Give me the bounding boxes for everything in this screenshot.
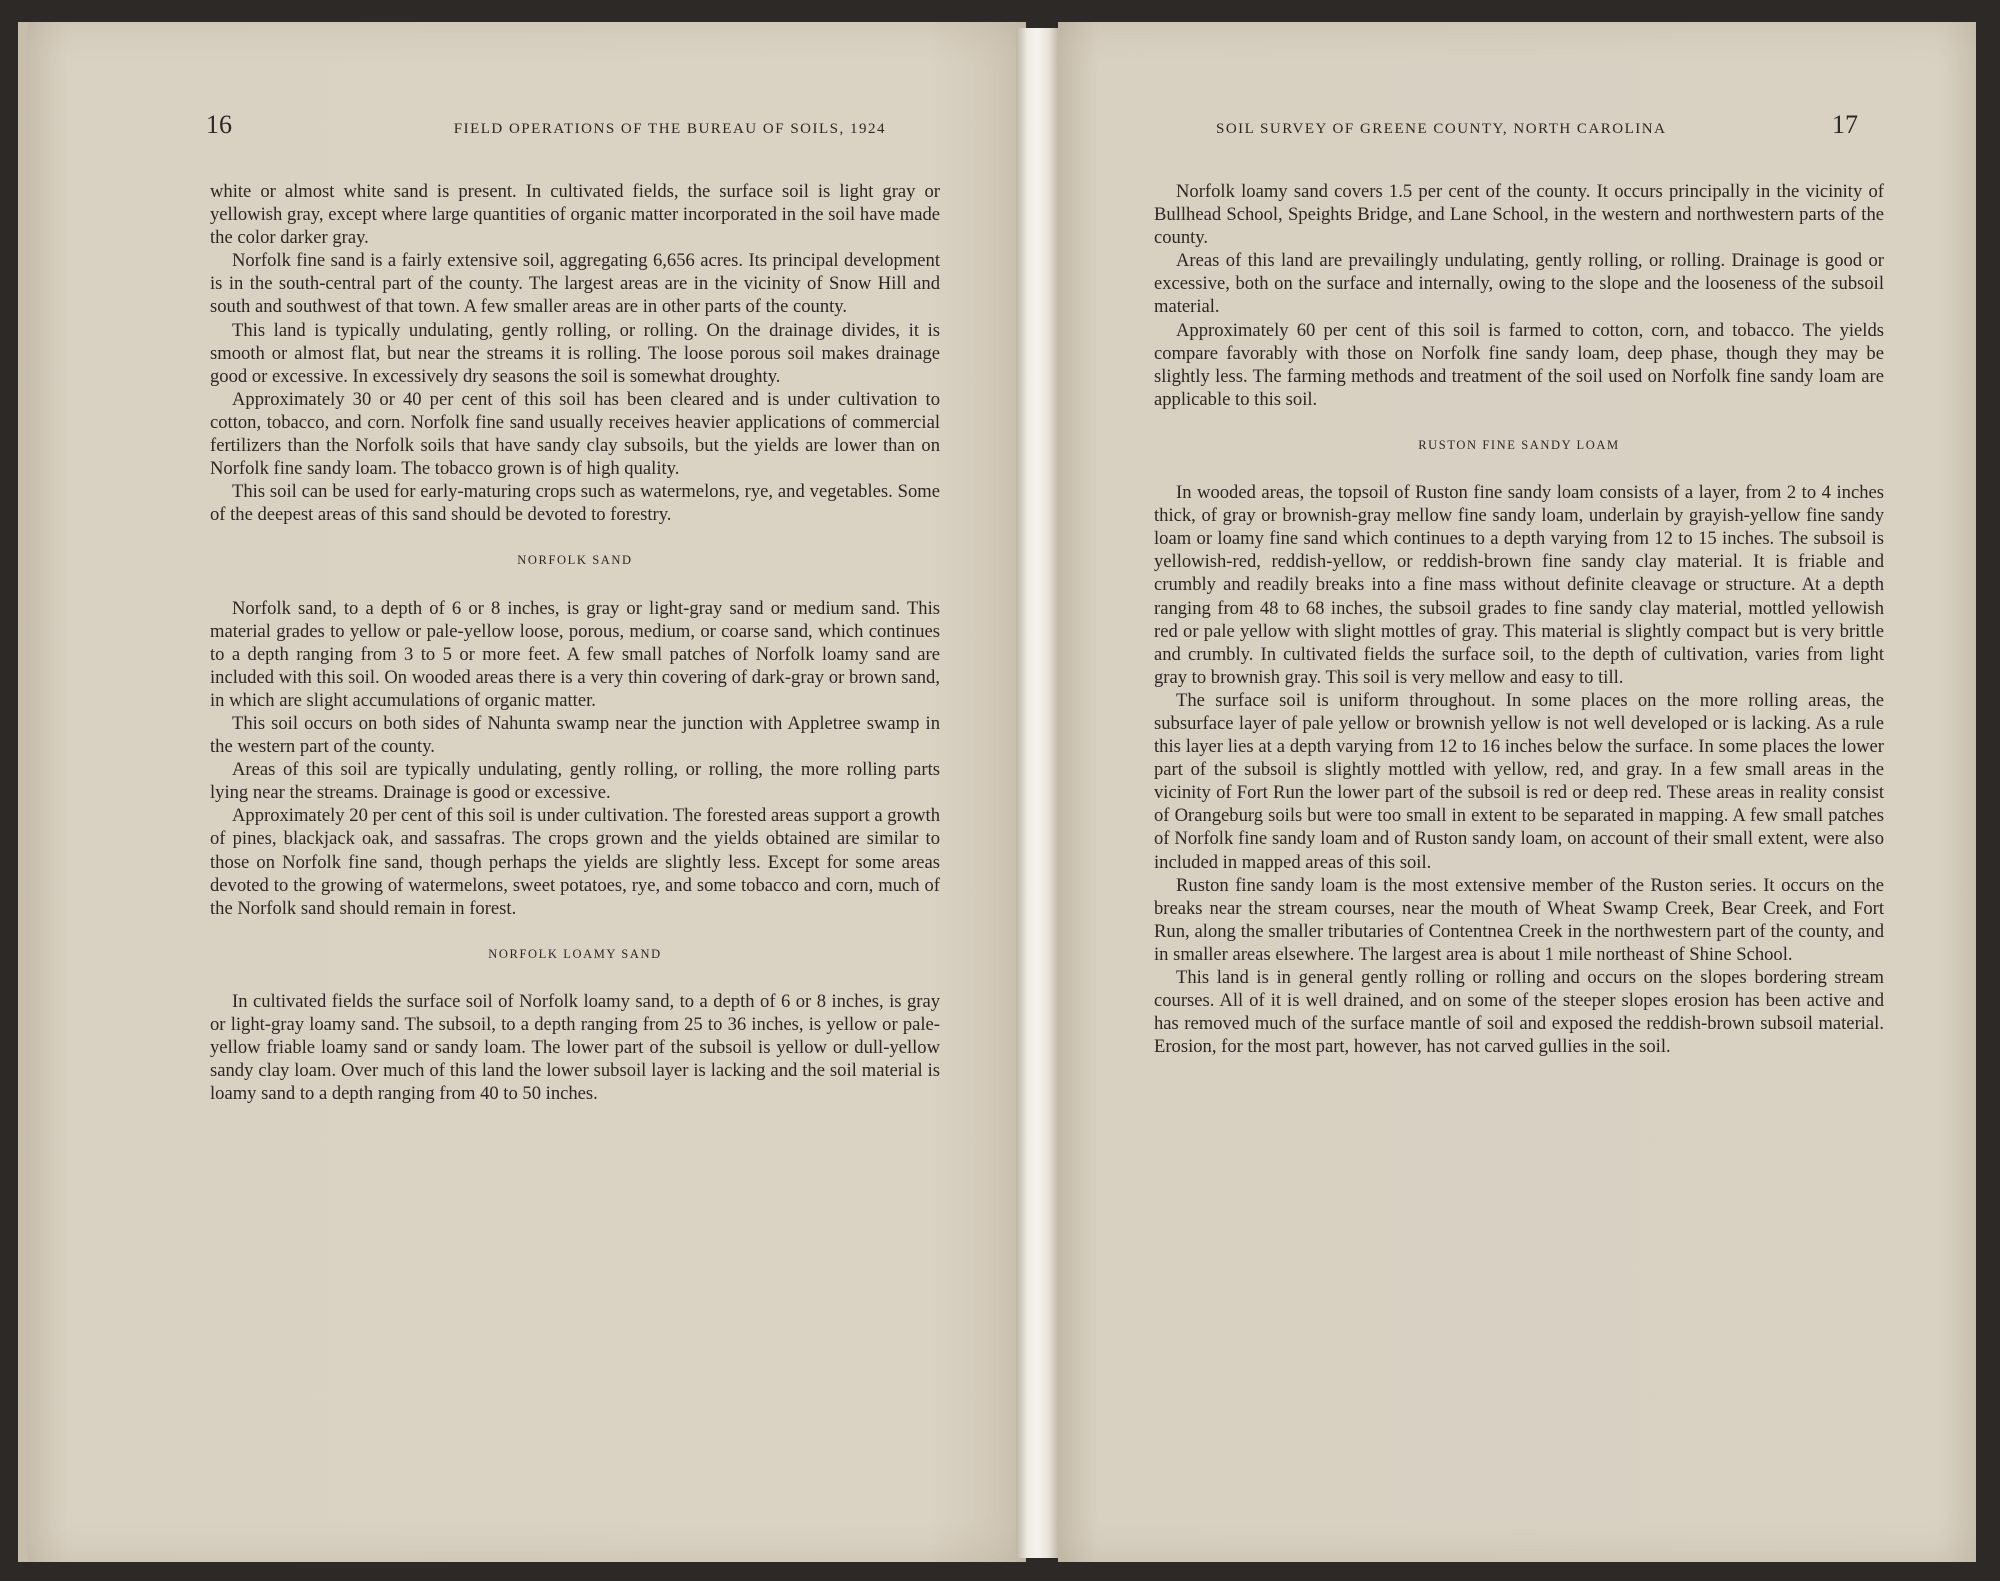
left-running-head — [206, 110, 886, 150]
left-body-text — [210, 180, 940, 1105]
paragraph: In wooded areas, the topsoil of Ruston fine sandy loam consists of a layer, from 2 to 4 inches thick, of gray or brownish-gray mellow fine sandy loam, underlain by grayish-yellow fine sandy loam or loamy fine sand which continues to a depth varying from 12 to 15 inches. The subsoil is yellowish-red, reddish-yellow, or reddish-brown fine sandy clay material. It is friable and crumbly and readily breaks into a fine mass without definite cleavage or structure. At a depth ranging from 48 to 68 inches, the subsoil grades to fine sandy clay material, mottled yellowish red or pale yellow with slight mottles of gray. This material is slightly compact but is very brittle and crumbly. In cultivated fields the surface soil, to the depth of cultivation, varies from light gray to brownish gray. This soil is very mellow and easy to till. — [1154, 482, 1884, 688]
paragraph: In cultivated fields the surface soil of Norfolk loamy sand, to a depth of 6 or 8 inches, is gray or light-gray loamy sand. The subsoil, to a depth ranging from 25 to 36 inches, is yellow or pale-yellow friable loamy sand or sandy loam. The lower part of the subsoil is yellow or dull-yellow sandy clay loam. Over much of this land the lower subsoil layer is lacking and the soil material is loamy sand to a depth ranging from 40 to 50 inches. — [210, 990, 940, 1105]
paragraph: Approximately 30 or 40 per cent of this soil has been cleared and is under cultivation to cotton, tobacco, and corn. Norfolk fine sand usually receives heavier applications of commercial fertilizers than the Norfolk soils that have sandy clay subsoils, but the yields are lower than on Norfolk fine sandy loam. The tobacco grown is of high quality. — [210, 388, 940, 480]
paragraph: This soil occurs on both sides of Nahunta swamp near the junction with Appletree swamp in the western part of the county. — [210, 712, 940, 758]
paragraph: This land is typically undulating, gently rolling, or rolling. On the drainage divides, it is smooth or almost flat, but near the streams it is rolling. The loose porous soil makes drainage good or excessive. In excessively dry seasons the soil is somewhat droughty. — [210, 319, 940, 387]
paragraph: Norfolk fine sand is a fairly extensive soil, aggregating 6,656 acres. Its principal development is in the south-central part of the county. The largest areas are in the vicinity of Snow Hill and south and southwest of that town. A few smaller areas are in other parts of the county. — [210, 250, 940, 318]
left-page — [18, 22, 1026, 1562]
paragraph: Norfolk sand, to a depth of 6 or 8 inches, is gray or light-gray sand or medium sand. This material grades to yellow or pale-yellow loose, porous, medium, or coarse sand, which continues to a depth ranging from 3 to 5 or more feet. A few small patches of Norfolk loamy sand are included with this soil. On wooded areas there is a very thin covering of dark-gray or brown sand, in which are slight accumulations of organic matter. — [210, 597, 940, 711]
paragraph: Ruston fine sandy loam is the most extensive member of the Ruston series. It occurs on the breaks near the stream courses, near the mouth of Wheat Swamp Creek, Bear Creek, and Fort Run, along the smaller tributaries of Contentnea Creek in the northwestern part of the county, and in smaller areas elsewhere. The largest area is about 1 mile northeast of Shine School. — [1154, 874, 1884, 965]
paragraph: white or almost white sand is present. In cultivated fields, the surface soil is light gray or yellowish gray, except where large quantities of organic matter incorporated in the soil have made the color darker gray. — [210, 181, 940, 249]
paragraph: The surface soil is uniform throughout. In some places on the more rolling areas, the subsurface layer of pale yellow or brownish yellow is not well developed or is lacking. As a rule this layer lies at a depth varying from 12 to 16 inches below the surface. In some places the lower part of the subsoil is slightly mottled with yellow, red, and gray. In a few small areas in the vicinity of Fort Run the lower part of the subsoil is red or deep red. These areas in reality consist of Orangeburg soils but were too small in extent to be separated in mapping. A few small patches of Norfolk fine sandy loam and of Ruston sandy loam, on account of their small extent, were also included in mapped areas of this soil. — [1154, 689, 1884, 873]
right-running-title: SOIL SURVEY OF GREENE COUNTY, NORTH CAROLINA — [1216, 121, 1667, 137]
paragraph: This land is in general gently rolling or rolling and occurs on the slopes bordering stream courses. All of it is well drained, and on some of the steeper slopes erosion has been active and has removed much of the surface mantle of soil and exposed the reddish-brown subsoil material. Erosion, for the most part, however, has not carved gullies in the soil. — [1154, 967, 1884, 1058]
paragraph: Areas of this soil are typically undulating, gently rolling, or rolling, the more rolling parts lying near the streams. Drainage is good or excessive. — [210, 759, 940, 804]
right-body-text — [1154, 180, 1884, 1058]
section-heading-ruston-fine-sandy-loam: RUSTON FINE SANDY LOAM — [1418, 437, 1620, 452]
paragraph: Approximately 60 per cent of this soil is farmed to cotton, corn, and tobacco. The yields compare favorably with those on Norfolk fine sandy loam, deep phase, though they may be slightly less. The farming methods and treatment of the soil used on Norfolk fine sandy loam are applicable to this soil. — [1154, 319, 1884, 410]
binding-gutter — [1016, 28, 1058, 1558]
right-running-head — [1216, 110, 1858, 150]
right-page-number: 17 — [1832, 110, 1858, 139]
paragraph: Areas of this land are prevailingly undulating, gently rolling, or rolling. Drainage is good or excessive, both on the surface and internally, owing to the slope and the looseness of the subsoil material. — [1154, 250, 1884, 318]
section-heading-norfolk-sand: NORFOLK SAND — [517, 553, 633, 568]
paragraph: Norfolk loamy sand covers 1.5 per cent of the county. It occurs principally in the vicinity of Bullhead School, Speights Bridge, and Lane School, in the western and northwestern parts of the county. — [1154, 181, 1884, 249]
left-page-number: 16 — [206, 110, 232, 139]
section-heading-norfolk-loamy-sand: NORFOLK LOAMY SAND — [488, 946, 662, 961]
paragraph: This soil can be used for early-maturing crops such as watermelons, rye, and vegetables. Some of the deepest areas of this sand should be devoted to forestry. — [210, 481, 940, 526]
left-running-title: FIELD OPERATIONS OF THE BUREAU OF SOILS, 1924 — [453, 121, 886, 137]
book-spread — [18, 22, 1976, 1562]
right-page — [1058, 22, 1976, 1562]
paragraph: Approximately 20 per cent of this soil is under cultivation. The forested areas support a growth of pines, blackjack oak, and sassafras. The crops grown and the yields obtained are similar to those on Norfolk fine sand, though perhaps the yields are slightly less. Except for some areas devoted to the growing of watermelons, sweet potatoes, rye, and some tobacco and corn, much of the Norfolk sand should remain in forest. — [210, 805, 940, 919]
